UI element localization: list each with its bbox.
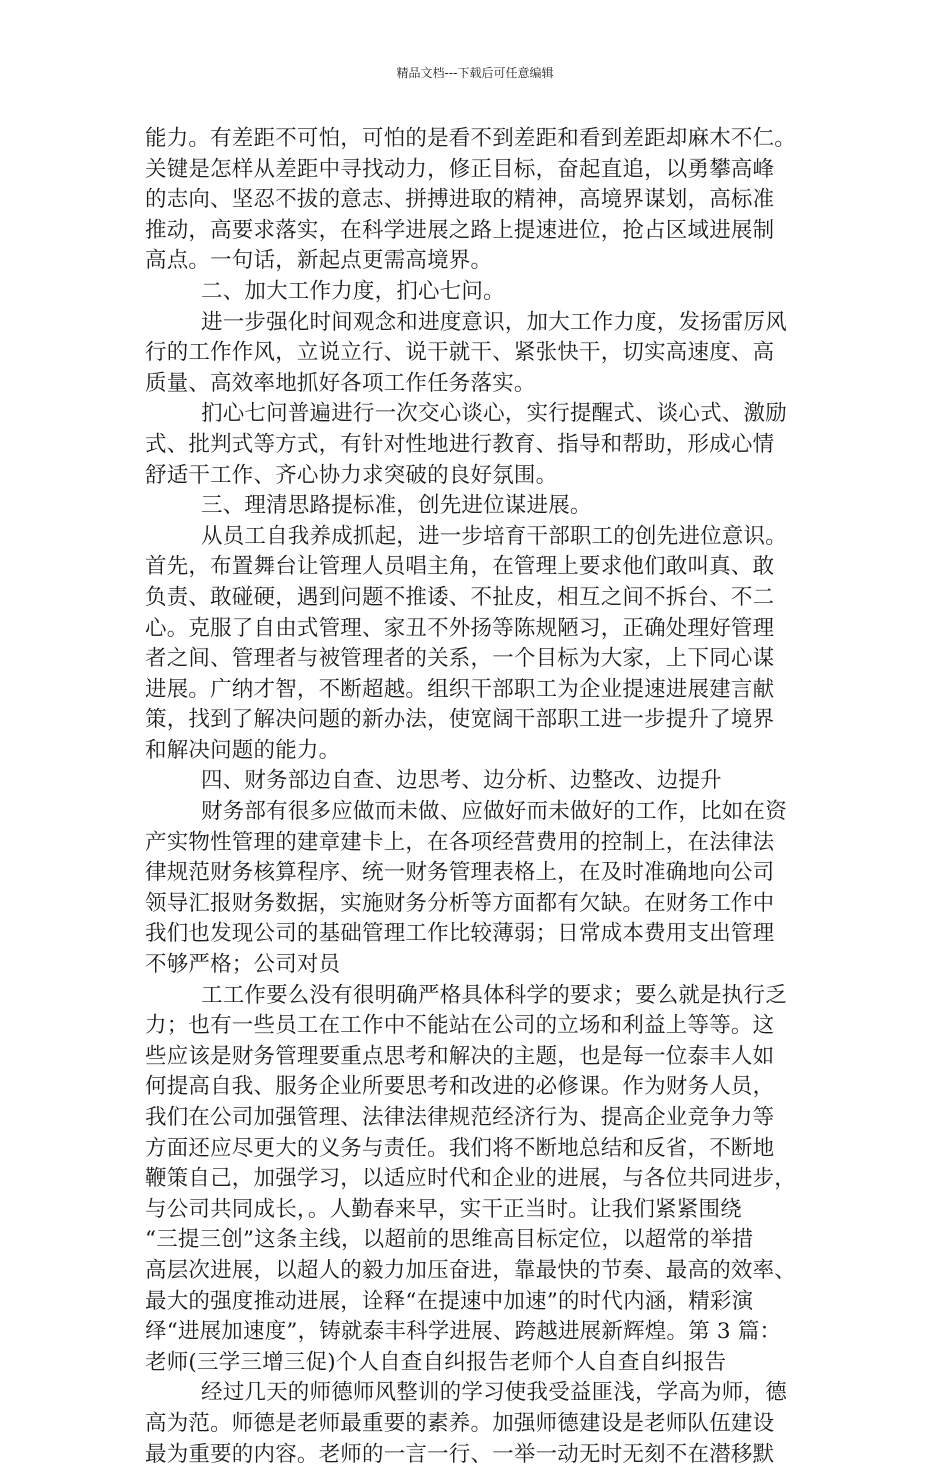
text-line: 关键是怎样从差距中寻找动力，修正目标，奋起直追，以勇攀高峰 [145,156,775,182]
text-line: 绎“进展加速度”，铸就泰丰科学进展、跨越进展新辉煌。第 3 篇： [145,1319,782,1345]
text-line: 三、理清思路提标准，创先进位谋进展。 [201,493,592,519]
text-line: 心。克服了自由式管理、家丑不外扬等陈规陋习，正确处理好管理 [145,615,775,641]
text-line: 些应该是财务管理要重点思考和解决的主题，也是每一位泰丰人如 [145,1043,775,1069]
text-line: 二、加大工作力度，扪心七问。 [201,278,505,304]
text-line: 从员工自我养成抓起，进一步培育干部职工的创先进位意识。 [201,523,787,549]
text-line: 扪心七问普遍进行一次交心谈心，实行提醒式、谈心式、激励 [201,401,787,427]
text-line: 能力。有差距不可怕，可怕的是看不到差距和看到差距却麻木不仁。 [145,126,797,151]
text-line: 者之间、管理者与被管理者的关系，一个目标为大家，上下同心谋 [145,646,775,672]
text-line: “三提三创”这条主线，以超前的思维高目标定位，以超常的举措 [145,1227,754,1253]
page-header: 精品文档---下载后可任意编辑 [396,66,554,80]
text-line: 进展。广纳才智，不断超越。组织干部职工为企业提速进展建言献 [145,676,775,702]
text-line: 与公司共同成长，。人勤春来早，实干正当时。让我们紧紧围绕 [145,1196,742,1222]
text-line: 质量、高效率地抓好各项工作任务落实。 [145,370,536,396]
text-line: 推动，高要求落实，在科学进展之路上提速进位，抢占区域进展制 [145,217,775,243]
text-line: 行的工作作风，立说立行、说干就干、紧张快干，切实高速度、高 [145,340,775,366]
text-line: 负责、敢碰硬，遇到问题不推诿、不扯皮，相互之间不拆台、不二 [145,584,775,610]
text-line: 工工作要么没有很明确严格具体科学的要求；要么就是执行乏 [201,982,787,1008]
text-line: 的志向、坚忍不拔的意志、拼搏进取的精神，高境界谋划，高标准 [145,187,775,213]
document-body [145,124,825,1470]
text-line: 我们也发现公司的基础管理工作比较薄弱；日常成本费用支出管理 [145,921,775,947]
text-line: 高层次进展，以超人的毅力加压奋进，靠最快的节奏、最高的效率、 [145,1257,797,1283]
text-line: 不够严格；公司对员 [145,952,341,978]
text-line: 高点。一句话，新起点更需高境界。 [145,248,493,274]
text-line: 领导汇报财务数据，实施财务分析等方面都有欠缺。在财务工作中 [145,890,775,916]
text-line: 最大的强度推动进展，诠释“在提速中加速”的时代内涵，精彩演 [145,1288,754,1314]
text-line: 方面还应尽更大的义务与责任。我们将不断地总结和反省，不断地 [145,1135,775,1161]
text-line: 策，找到了解决问题的新办法，使宽阔干部职工进一步提升了境界 [145,707,775,733]
text-line: 老师(三学三增三促)个人自查自纠报告老师个人自查自纠报告 [145,1349,727,1375]
text-line: 高为范。师德是老师最重要的素养。加强师德建设是老师队伍建设 [145,1410,775,1436]
text-line: 四、财务部边自查、边思考、边分析、边整改、边提升 [201,768,722,794]
text-line: 最为重要的内容。老师的一言一行、一举一动无时无刻不在潜移默 [145,1441,775,1467]
text-line: 律规范财务核算程序、统一财务管理表格上，在及时准确地向公司 [145,860,775,886]
text-line: 鞭策自己，加强学习，以适应时代和企业的进展，与各位共同进步， [145,1166,797,1192]
text-line: 财务部有很多应做而未做、应做好而未做好的工作，比如在资 [201,799,787,825]
text-line: 和解决问题的能力。 [145,737,341,763]
text-line: 经过几天的师德师风整训的学习使我受益匪浅，学高为师，德 [201,1380,787,1406]
text-line: 我们在公司加强管理、法律法律规范经济行为、提高企业竞争力等 [145,1105,775,1130]
text-line: 舒适干工作、齐心协力求突破的良好氛围。 [145,462,558,488]
text-line: 力；也有一些员工在工作中不能站在公司的立场和利益上等等。这 [145,1013,775,1039]
text-line: 进一步强化时间观念和进度意识，加大工作力度，发扬雷厉风 [201,309,787,335]
text-line: 何提高自我、服务企业所要思考和改进的必修课。作为财务人员， [145,1074,775,1100]
text-line: 首先，布置舞台让管理人员唱主角，在管理上要求他们敢叫真、敢 [145,554,775,580]
text-line: 式、批判式等方式，有针对性地进行教育、指导和帮助，形成心情 [145,431,775,457]
text-line: 产实物性管理的建章建卡上，在各项经营费用的控制上，在法律法 [145,829,775,855]
